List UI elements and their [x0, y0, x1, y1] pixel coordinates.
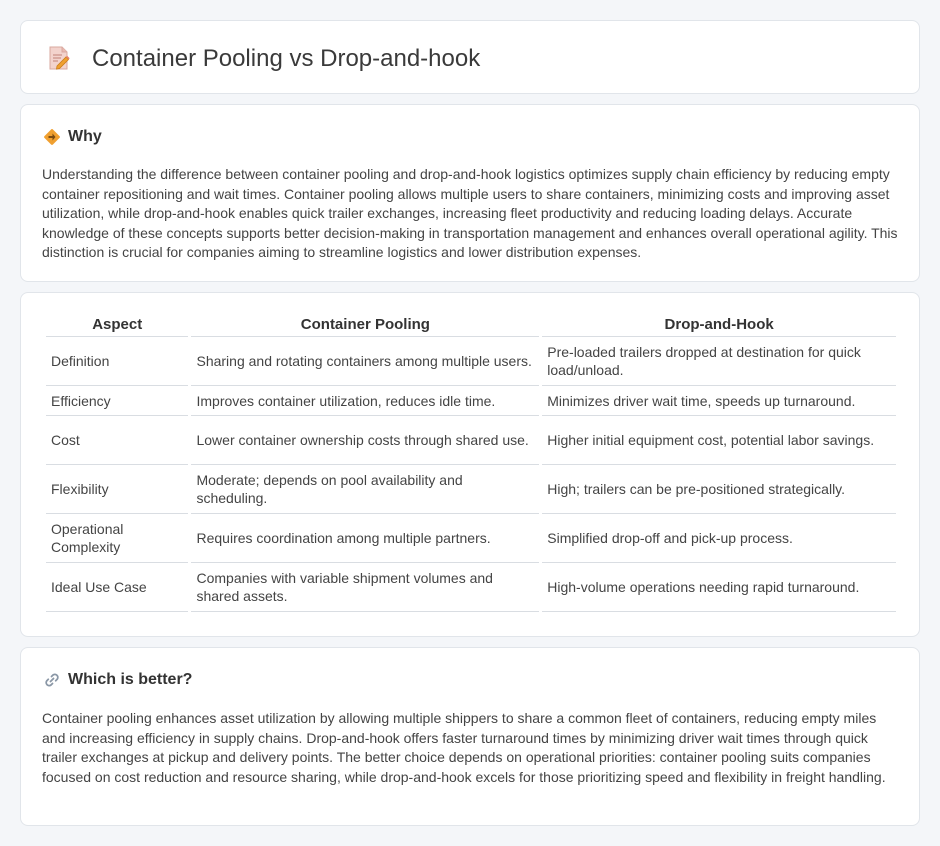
- table-row: [46, 563, 896, 612]
- comparison-section: [20, 292, 920, 637]
- table-cell-drop-hook: Pre-loaded trailers dropped at destination for quick load/unload.: [542, 337, 896, 386]
- better-text: Container pooling enhances asset utilization by allowing multiple shippers to share a common fleet of containers, reducing empty miles and increasing efficiency in supply chains. Drop-and-hook offers faster turnaround times by minimizing driver wait times through quick trailer exchanges at pickup and delivery points. The better choice depends on operational priorities: container pooling suits companies focused on cost reduction and resource sharing, while drop-and-hook excels for those prioritizing speed and flexibility in freight handling.: [42, 710, 886, 785]
- table-cell-drop-hook: Simplified drop-off and pick-up process.: [542, 514, 896, 563]
- better-heading: [43, 670, 192, 690]
- table-cell-pooling: Moderate; depends on pool availability and scheduling.: [191, 465, 539, 514]
- why-title: Why: [68, 128, 102, 145]
- document-pencil-icon: [47, 45, 71, 71]
- diamond-arrow-icon: [43, 128, 61, 146]
- table-cell-pooling: Sharing and rotating containers among multiple users.: [191, 337, 539, 386]
- which-is-better-section: [20, 647, 920, 826]
- table-header-row: [46, 315, 896, 337]
- table-cell-aspect: Ideal Use Case: [46, 563, 188, 612]
- link-icon: [43, 671, 61, 689]
- table-row: [46, 337, 896, 386]
- header-card: [20, 20, 920, 94]
- page-title: Container Pooling vs Drop-and-hook: [92, 45, 481, 72]
- table-cell-drop-hook: Higher initial equipment cost, potential labor savings.: [542, 416, 896, 465]
- table-cell-pooling: Lower container ownership costs through shared use.: [191, 416, 539, 465]
- table-cell-aspect: Definition: [46, 337, 188, 386]
- better-title: Which is better?: [68, 671, 193, 688]
- why-heading: [43, 127, 102, 147]
- table-cell-pooling: Requires coordination among multiple partners.: [191, 514, 539, 563]
- column-header-aspect: Aspect: [46, 315, 188, 337]
- table-row: [46, 416, 896, 465]
- table-row: [46, 465, 896, 514]
- table-cell-aspect: Cost: [46, 416, 188, 465]
- table-cell-aspect: Efficiency: [46, 386, 188, 416]
- why-text: Understanding the difference between container pooling and drop-and-hook logistics optimizes supply chain efficiency by reducing empty container repositioning and wait times. Container pooling allows multiple users to share containers, minimizing costs and improving asset utilization, while drop-and-hook enables quick trailer exchanges, increasing fleet productivity and reducing loading delays. Accurate knowledge of these concepts supports better decision-making in transportation management and enhances overall operational agility. This distinction is crucial for companies aiming to streamline logistics and lower distribution expenses.: [42, 166, 898, 261]
- column-header-container-pooling: Container Pooling: [191, 315, 539, 337]
- table-cell-drop-hook: Minimizes driver wait time, speeds up turnaround.: [542, 386, 896, 416]
- why-section: [20, 104, 920, 282]
- table-cell-drop-hook: High-volume operations needing rapid turnaround.: [542, 563, 896, 612]
- table-cell-aspect: Operational Complexity: [46, 514, 188, 563]
- table-cell-pooling: Improves container utilization, reduces idle time.: [191, 386, 539, 416]
- column-header-drop-and-hook: Drop-and-Hook: [542, 315, 896, 337]
- table-cell-aspect: Flexibility: [46, 465, 188, 514]
- comparison-table: [43, 315, 899, 612]
- table-cell-drop-hook: High; trailers can be pre-positioned strategically.: [542, 465, 896, 514]
- table-row: [46, 386, 896, 416]
- table-cell-pooling: Companies with variable shipment volumes and shared assets.: [191, 563, 539, 612]
- table-row: [46, 514, 896, 563]
